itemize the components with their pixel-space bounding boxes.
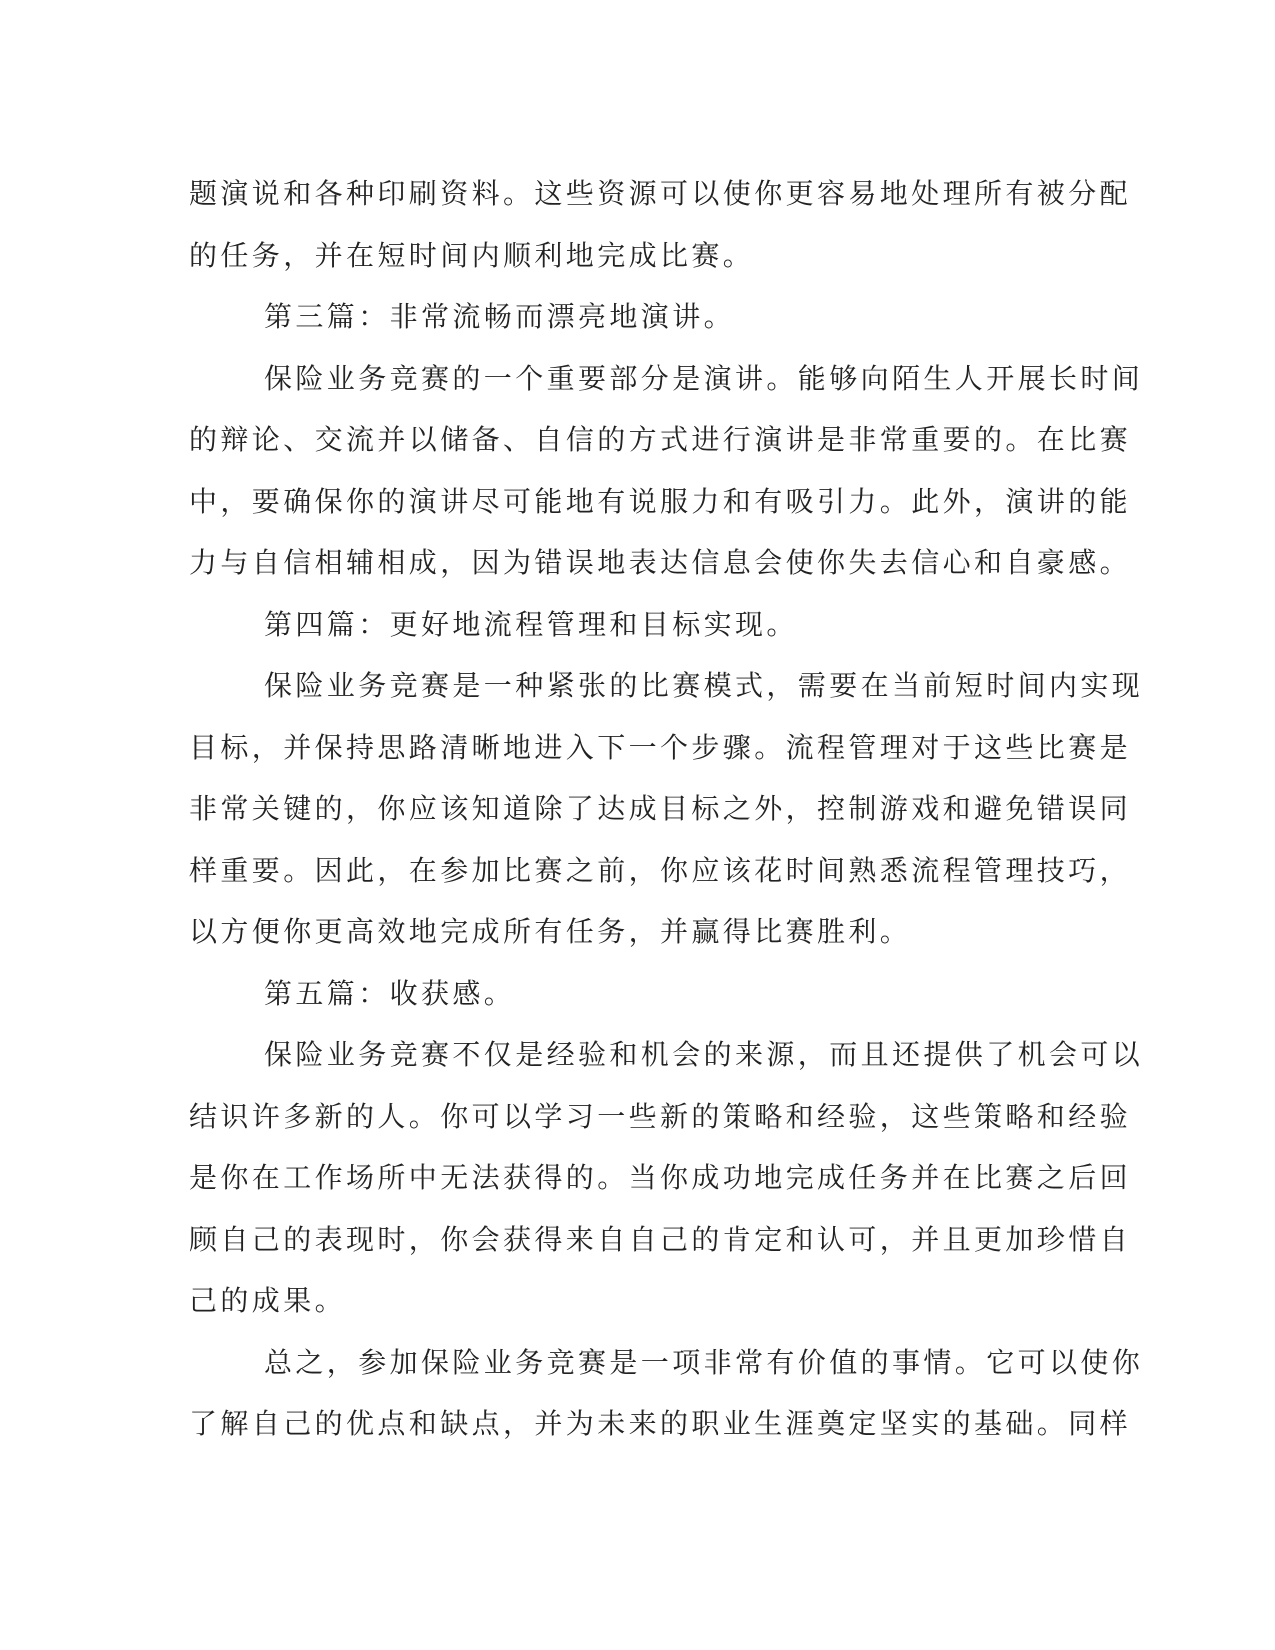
text-line-10: 目标，并保持思路清晰地进入下一个步骤。流程管理对于这些比赛是 — [189, 730, 1132, 764]
text-line-15: 保险业务竞赛不仅是经验和机会的来源，而且还提供了机会可以 — [264, 1038, 1144, 1071]
text-line-6: 中，要确保你的演讲尽可能地有说服力和有吸引力。此外，演讲的能 — [189, 484, 1132, 518]
conclusion-line-2: 了解自己的优点和缺点，并为未来的职业生涯奠定坚实的基础。同样 — [189, 1407, 1132, 1440]
section-heading-5: 第五篇：收获感。 — [264, 976, 516, 1010]
text-line-1: 题演说和各种印刷资料。这些资源可以使你更容易地处理所有被分配 — [189, 177, 1132, 210]
section-heading-4: 第四篇：更好地流程管理和目标实现。 — [264, 607, 798, 641]
text-line-4: 保险业务竞赛的一个重要部分是演讲。能够向陌生人开展长时间 — [264, 361, 1144, 395]
text-line-7: 力与自信相辅相成，因为错误地表达信息会使你失去信心和自豪感。 — [189, 546, 1132, 579]
text-line-11: 非常关键的，你应该知道除了达成目标之外，控制游戏和避免错误同 — [189, 792, 1132, 825]
conclusion-line-1: 总之，参加保险业务竞赛是一项非常有价值的事情。它可以使你 — [264, 1345, 1144, 1379]
section-heading-3: 第三篇：非常流畅而漂亮地演讲。 — [264, 300, 736, 333]
text-line-13: 以方便你更高效地完成所有任务，并赢得比赛胜利。 — [189, 915, 912, 948]
text-line-16: 结识许多新的人。你可以学习一些新的策略和经验，这些策略和经验 — [189, 1099, 1132, 1133]
text-line-12: 样重要。因此，在参加比赛之前，你应该花时间熟悉流程管理技巧， — [189, 853, 1132, 887]
text-line-5: 的辩论、交流并以储备、自信的方式进行演讲是非常重要的。在比赛 — [189, 423, 1132, 456]
text-line-17: 是你在工作场所中无法获得的。当你成功地完成任务并在比赛之后回 — [189, 1161, 1132, 1194]
document-body — [189, 163, 1144, 1455]
text-line-19: 己的成果。 — [189, 1284, 347, 1317]
text-line-2: 的任务，并在短时间内顺利地完成比赛。 — [189, 238, 755, 272]
text-line-18: 顾自己的表现时，你会获得来自自己的肯定和认可，并且更加珍惜自 — [189, 1222, 1132, 1256]
text-line-9: 保险业务竞赛是一种紧张的比赛模式，需要在当前短时间内实现 — [264, 669, 1144, 702]
